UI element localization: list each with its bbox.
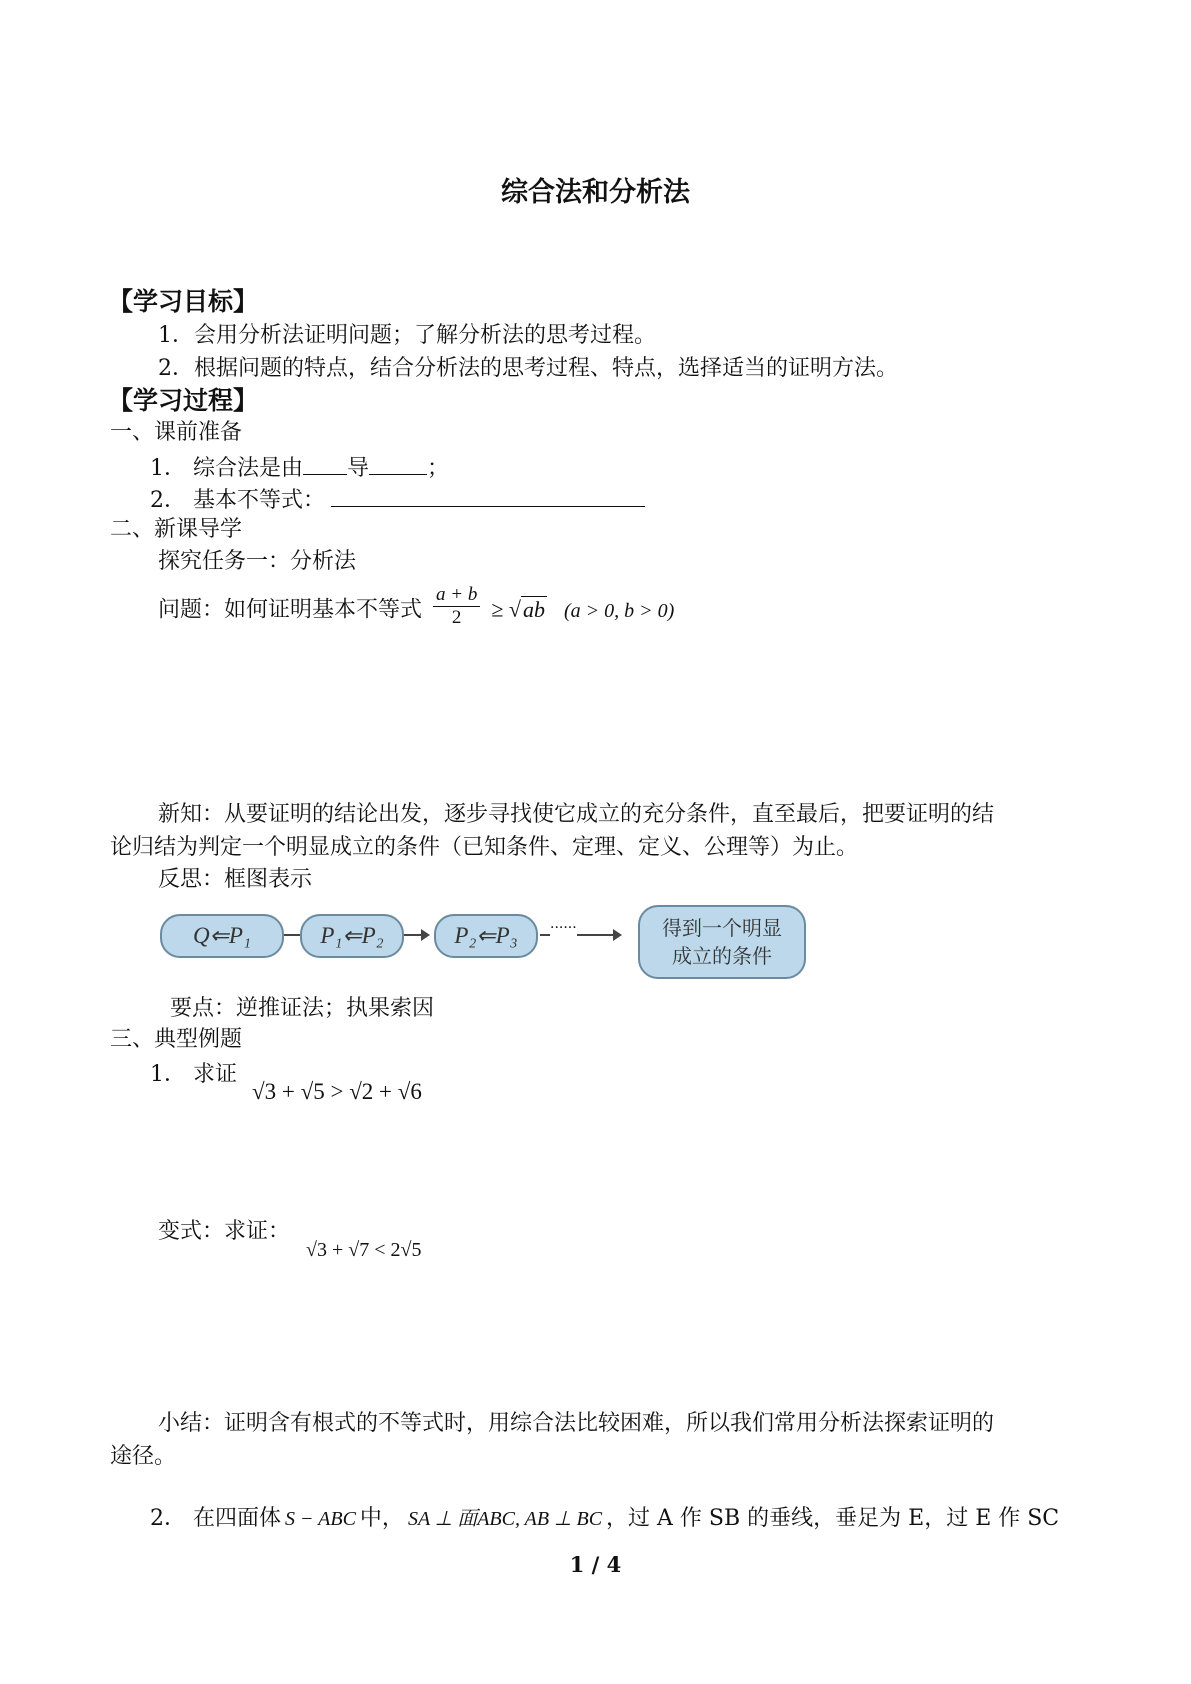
question xyxy=(158,584,675,629)
page-title: 综合法和分析法 xyxy=(501,177,690,208)
example-1-formula: √3 + √5 > √2 + √6 xyxy=(252,1079,422,1104)
example-1-label: 1． 求证 xyxy=(150,1062,237,1087)
summary: 途径。 xyxy=(110,1444,177,1469)
reflection: 反思：框图表示 xyxy=(158,867,313,892)
ineq: ≥ √ xyxy=(491,596,521,622)
new-knowledge: 论归结为判定一个明显成立的条件（已知条件、定理、定义、公理等）为止。 xyxy=(110,835,859,860)
prep-item-2 xyxy=(150,484,645,516)
flow-ellipsis: ······ xyxy=(550,913,577,943)
prep-text: 导 xyxy=(347,456,370,481)
fraction-den: 2 xyxy=(451,607,462,628)
example-2 xyxy=(150,1504,1059,1534)
ex2-text: 2． 在四面体 xyxy=(150,1506,281,1531)
prep-text: ； xyxy=(427,456,450,481)
key-point: 要点：逆推证法；执果索因 xyxy=(170,996,435,1021)
ex2-math: SA ⊥ 面ABC, AB ⊥ BC xyxy=(407,1508,603,1530)
fraction xyxy=(433,584,480,629)
ex2-text: ，过 A 作 SB 的垂线，垂足为 E，过 E 作 SC xyxy=(606,1506,1060,1531)
flow-box-final: 得到一个明显成立的条件 xyxy=(638,905,806,979)
prep-text: 1． 综合法是由 xyxy=(150,456,303,481)
goal-item: 2．根据问题的特点，结合分析法的思考过程、特点，选择适当的证明方法。 xyxy=(158,356,898,381)
condition: (a > 0, b > 0) xyxy=(564,599,675,622)
summary: 小结：证明含有根式的不等式时，用综合法比较困难，所以我们常用分析法探索证明的 xyxy=(158,1411,995,1436)
page-number: 1 / 4 xyxy=(569,1552,622,1577)
flow-box: P₂⇐P₃ xyxy=(434,914,538,958)
ex2-text: 中， xyxy=(359,1506,404,1531)
blank xyxy=(303,452,347,475)
goal-item: 1．会用分析法证明问题；了解分析法的思考过程。 xyxy=(158,323,656,348)
prep-text: 2． 基本不等式： xyxy=(150,488,325,513)
prep-item-1 xyxy=(150,452,449,484)
variant-label: 变式：求证： xyxy=(158,1219,291,1244)
flow-box: Q⇐P₁ xyxy=(160,914,284,958)
arrow-icon xyxy=(404,934,428,936)
section-heading: 二、新课导学 xyxy=(110,517,243,542)
new-knowledge: 新知：从要证明的结论出发，逐步寻找使它成立的充分条件，直至最后，把要证明的结 xyxy=(158,802,995,827)
flowchart xyxy=(158,905,818,985)
flow-box: P₁⇐P₂ xyxy=(300,914,404,958)
goals-heading: 【学习目标】 xyxy=(108,287,259,316)
ex2-math: S − ABC xyxy=(285,1508,356,1530)
section-heading: 三、典型例题 xyxy=(110,1027,243,1052)
blank xyxy=(369,452,427,475)
process-heading: 【学习过程】 xyxy=(108,386,259,415)
question-text: 问题：如何证明基本不等式 xyxy=(158,597,423,623)
blank xyxy=(331,484,645,507)
variant-formula: √3 + √7 < 2√5 xyxy=(306,1239,422,1261)
fraction-num: a + b xyxy=(433,584,480,607)
section-heading: 一、课前准备 xyxy=(110,420,243,445)
sqrt-ab: ab xyxy=(523,596,545,622)
task-label: 探究任务一：分析法 xyxy=(158,549,357,574)
